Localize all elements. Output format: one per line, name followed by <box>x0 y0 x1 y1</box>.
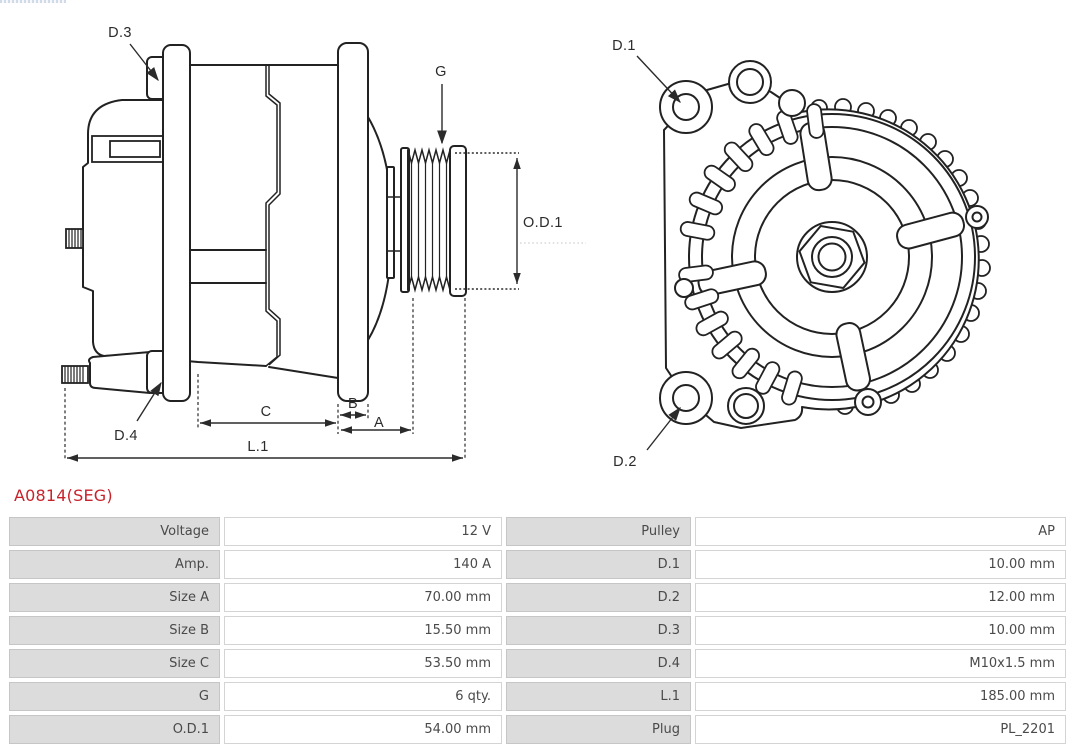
label-d2: D.2 <box>613 454 637 470</box>
label-b: B <box>347 396 359 412</box>
label-a: A <box>373 415 385 431</box>
spec-value: 12.00 mm <box>695 583 1066 612</box>
spec-value: 15.50 mm <box>224 616 502 645</box>
label-d3: D.3 <box>108 25 132 41</box>
spec-value: PL_2201 <box>695 715 1066 744</box>
brush-holder-inner <box>110 141 160 157</box>
spec-label: Pulley <box>506 517 691 546</box>
spec-value: 6 qty. <box>224 682 502 711</box>
spec-label: Amp. <box>9 550 220 579</box>
lower-mount-lug <box>89 352 150 393</box>
spec-label: D.1 <box>506 550 691 579</box>
spec-value: 140 A <box>224 550 502 579</box>
d2-arrow <box>647 408 680 450</box>
label-od1: O.D.1 <box>523 215 563 231</box>
label-d1: D.1 <box>612 38 636 54</box>
label-d4: D.4 <box>114 428 138 444</box>
spec-label: D.2 <box>506 583 691 612</box>
part-number-title: A0814(SEG) <box>14 486 113 505</box>
label-g: G <box>435 64 447 80</box>
spec-value: 53.50 mm <box>224 649 502 678</box>
front-view-drawing <box>612 38 990 470</box>
d1-arrow <box>637 56 680 102</box>
spec-value: M10x1.5 mm <box>695 649 1066 678</box>
stator-groove-left <box>266 65 277 366</box>
spec-label: Size A <box>9 583 220 612</box>
pulley-nut-hub <box>797 222 867 292</box>
front-bottom-edge <box>269 367 338 378</box>
spec-value: AP <box>695 517 1066 546</box>
pulley <box>401 146 466 296</box>
terminal-stud-top <box>66 229 83 248</box>
spec-label: L.1 <box>506 682 691 711</box>
spec-label: D.3 <box>506 616 691 645</box>
label-l1: L.1 <box>247 439 269 455</box>
shaft-washer <box>387 167 394 278</box>
spec-label: D.4 <box>506 649 691 678</box>
side-view-drawing <box>62 25 586 460</box>
spec-value: 54.00 mm <box>224 715 502 744</box>
front-bracket-bar <box>338 43 368 401</box>
spec-label: Size C <box>9 649 220 678</box>
spec-label: G <box>9 682 220 711</box>
stator-groove-right <box>269 65 280 365</box>
spec-label: Plug <box>506 715 691 744</box>
spec-value: 10.00 mm <box>695 616 1066 645</box>
spec-value: 185.00 mm <box>695 682 1066 711</box>
terminal-stud-bottom <box>62 366 88 383</box>
spec-value: 12 V <box>224 517 502 546</box>
spec-table <box>9 517 1066 744</box>
label-c: C <box>260 404 272 420</box>
spec-label: Size B <box>9 616 220 645</box>
spec-value: 70.00 mm <box>224 583 502 612</box>
rear-bracket-bar <box>163 45 190 401</box>
spec-value: 10.00 mm <box>695 550 1066 579</box>
spec-label: Voltage <box>9 517 220 546</box>
spec-label: O.D.1 <box>9 715 220 744</box>
